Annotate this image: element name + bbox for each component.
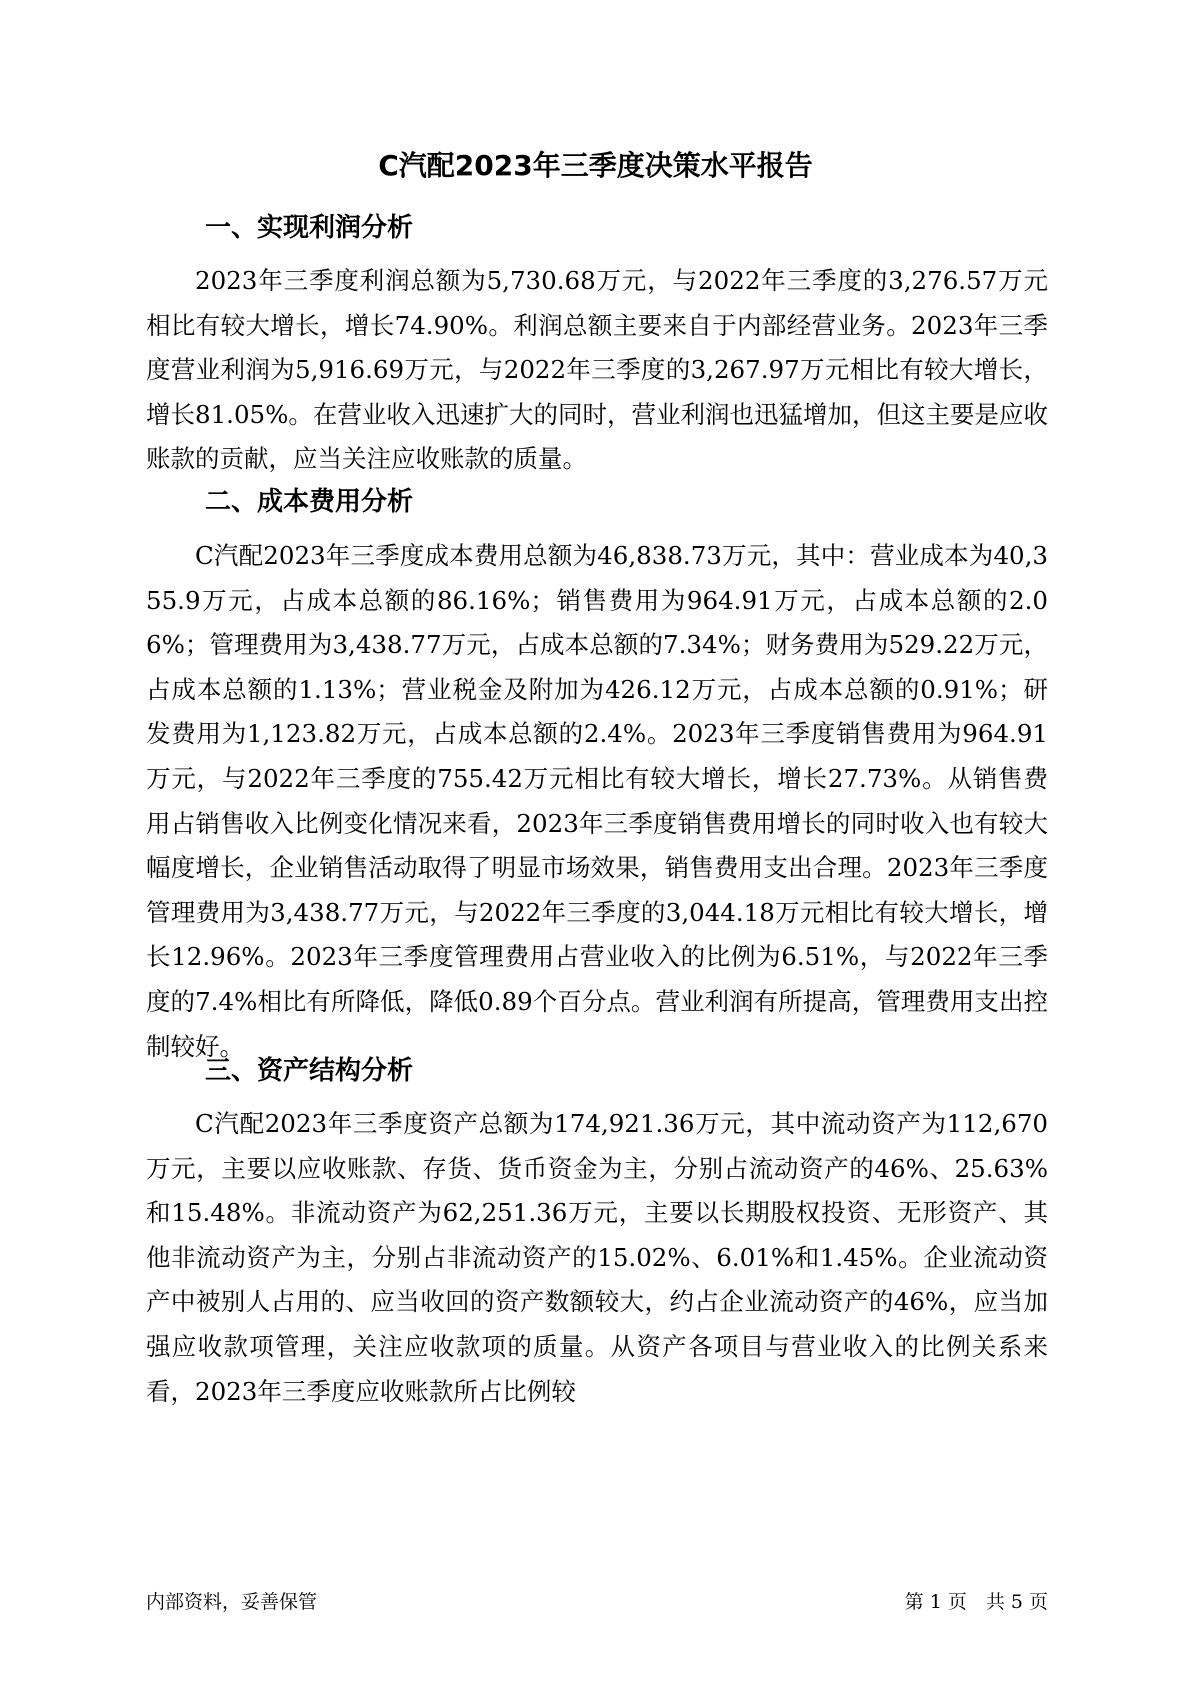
section-paragraph-cost: C汽配2023年三季度成本费用总额为46,838.73万元，其中：营业成本为40,355.9万元，占成本总额的86.16%；销售费用为964.91万元，占成本总额的2.06%；管理费用为3,438.77万元，占成本总额的7.34%；财务费用为529.22万元，占成本总额的1.13%；营业税金及附加为426.12万元，占成本总额的0.91%；研发费用为1,123.82万元，占成本总额的2.4%。2023年三季度销售费用为964.91万元，与2022年三季度的755.42万元相比有较大增长，增长27.73%。从销售费用占销售收入比例变化情况来看，2023年三季度销售费用增长的同时收入也有较大幅度增长，企业销售活动取得了明显市场效果，销售费用支出合理。2023年三季度管理费用为3,438.77万元，与2022年三季度的3,044.18万元相比有较大增长，增长12.96%。2023年三季度管理费用占营业收入的比例为6.51%，与2022年三季度的7.4%相比有所降低，降低0.89个百分点。营业利润有所提高，管理费用支出控制较好。 [146, 541, 1048, 1061]
footer-page-number: 第 1 页 共 5 页 [904, 1591, 1048, 1613]
document-title: C汽配2023年三季度决策水平报告 [378, 149, 813, 182]
section-paragraph-profit: 2023年三季度利润总额为5,730.68万元，与2022年三季度的3,276.57万元相比有较大增长，增长74.90%。利润总额主要来自于内部经营业务。2023年三季度营业利润为5,916.69万元，与2022年三季度的3,267.97万元相比有较大增长，增长81.05%。在营业收入迅速扩大的同时，营业利润也迅猛增加，但这主要是应收账款的贡献，应当关注应收账款的质量。 [146, 266, 1048, 474]
section-heading-cost: 二、成本费用分析 [205, 487, 414, 517]
section-heading-assets: 三、资产结构分析 [205, 1056, 414, 1086]
footer-confidential-note: 内部资料，妥善保管 [146, 1591, 318, 1613]
section-paragraph-assets: C汽配2023年三季度资产总额为174,921.36万元，其中流动资产为112,670万元，主要以应收账款、存货、货币资金为主，分别占流动资产的46%、25.63%和15.48%。非流动资产为62,251.36万元，主要以长期股权投资、无形资产、其他非流动资产为主，分别占非流动资产的15.02%、6.01%和1.45%。企业流动资产中被别人占用的、应当收回的资产数额较大，约占企业流动资产的46%，应当加强应收款项管理，关注应收款项的质量。从资产各项目与营业收入的比例关系来看，2023年三季度应收账款所占比例较 [146, 1109, 1048, 1406]
section-heading-profit: 一、实现利润分析 [205, 213, 414, 243]
